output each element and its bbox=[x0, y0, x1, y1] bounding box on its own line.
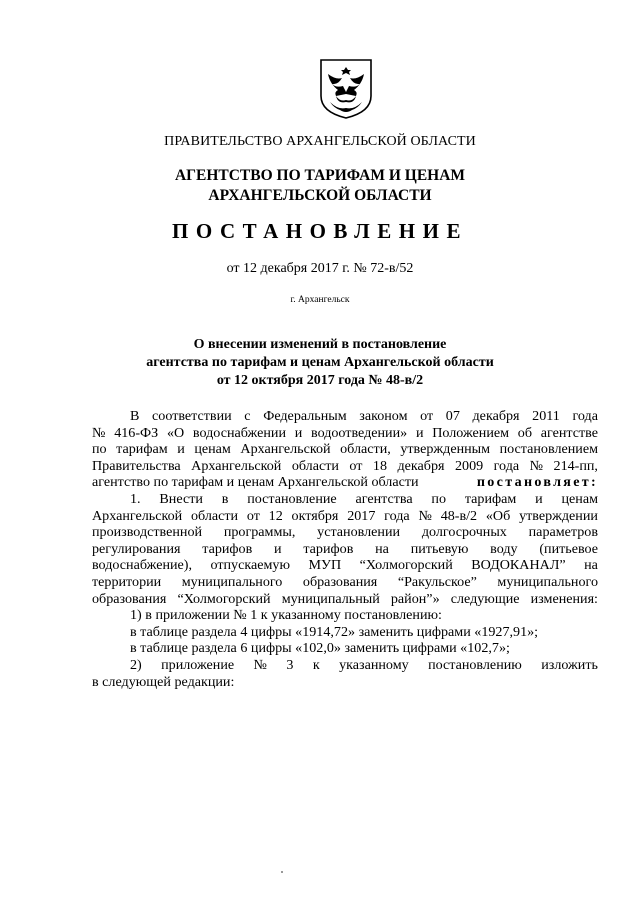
body-line bbox=[92, 491, 598, 508]
body-word: 3 bbox=[286, 656, 294, 673]
body-word: Федеральным bbox=[263, 408, 347, 424]
body-word: утвержденным bbox=[400, 441, 491, 458]
body-line: 1) в приложении № 1 к указанному постановлению: bbox=[130, 607, 442, 624]
body-word: № bbox=[529, 457, 544, 474]
body-word: указанному bbox=[339, 656, 409, 673]
body-word: тарифов bbox=[202, 540, 253, 557]
body-word: отпускаемую bbox=[210, 557, 290, 574]
body-word: законом bbox=[359, 408, 408, 424]
body-word: области bbox=[291, 457, 339, 474]
body-word: к bbox=[312, 656, 320, 673]
body-word: “Холмогорский bbox=[177, 590, 271, 607]
body-word: области bbox=[190, 507, 239, 524]
body-word: № bbox=[418, 507, 432, 524]
body-word: район”» bbox=[390, 590, 440, 607]
body-word: от bbox=[246, 507, 260, 524]
body-word: 214-пп, bbox=[553, 457, 598, 474]
body-word: 416-ФЗ bbox=[114, 424, 159, 441]
body-word: (питьевое bbox=[539, 540, 598, 557]
body-word: года bbox=[493, 457, 520, 474]
body-line bbox=[92, 425, 598, 442]
body-word: декабря bbox=[397, 457, 445, 474]
body-word: от bbox=[420, 408, 434, 424]
body-word: образования bbox=[92, 590, 167, 607]
body-word: ценам bbox=[194, 441, 231, 458]
body-word: 2) bbox=[130, 656, 142, 673]
body-word: параметров bbox=[528, 524, 598, 541]
body-word: «О bbox=[166, 424, 185, 441]
body-line bbox=[92, 657, 598, 674]
body-word: и bbox=[274, 540, 282, 557]
body-word: на bbox=[375, 540, 389, 557]
body-word: водоснабжение), bbox=[92, 557, 193, 574]
body-word: Правительства bbox=[92, 457, 181, 474]
body-word: изложить bbox=[541, 656, 598, 673]
agency-name bbox=[0, 166, 640, 206]
body-word: 1. bbox=[130, 490, 141, 507]
resolves-text: агентство по тарифам и ценам Архангельской области bbox=[92, 474, 419, 491]
body-word: года bbox=[384, 507, 410, 524]
body-word: водоснабжении bbox=[192, 424, 286, 441]
body-word: ценам bbox=[561, 490, 598, 507]
body-word: № bbox=[92, 424, 106, 441]
body-word: муниципального bbox=[497, 573, 598, 590]
body-line: в следующей редакции: bbox=[92, 673, 235, 690]
body-line bbox=[92, 458, 598, 475]
body-word: 48-в/2 bbox=[440, 507, 478, 524]
body-word: 2011 bbox=[532, 408, 560, 424]
body-word: по bbox=[92, 441, 107, 458]
body-word: и bbox=[294, 424, 303, 441]
body-word: “Холмогорский bbox=[359, 557, 453, 574]
body-word: 2009 bbox=[454, 457, 484, 474]
body-word: Положением bbox=[432, 424, 510, 441]
body-word: долгосрочных bbox=[421, 524, 507, 541]
document-date-number: от 12 декабря 2017 г. № 72-в/52 bbox=[226, 261, 414, 276]
body-word: 12 bbox=[268, 507, 283, 524]
body-word: производственной bbox=[92, 524, 203, 541]
body-word: утверждении bbox=[519, 507, 598, 524]
body-word: постановление bbox=[247, 490, 337, 507]
body-line bbox=[92, 408, 598, 425]
coat-of-arms-icon bbox=[318, 58, 374, 120]
body-line-resolves bbox=[92, 474, 598, 491]
body-line bbox=[92, 524, 598, 541]
body-word: Архангельской bbox=[191, 457, 282, 474]
subject-line2: агентства по тарифам и ценам Архангельской области bbox=[146, 355, 494, 370]
body-word: ВОДОКАНАЛ” bbox=[471, 557, 566, 574]
body-line: в таблице раздела 6 цифры «102,0» заменить цифрами «102,7»; bbox=[130, 640, 510, 657]
body-word: Архангельской bbox=[240, 441, 331, 458]
document-body bbox=[92, 408, 598, 690]
body-word: МУП bbox=[308, 557, 342, 574]
subject-line1: О внесении изменений в постановление bbox=[193, 337, 447, 352]
body-line bbox=[92, 541, 598, 558]
body-word: муниципального bbox=[181, 573, 283, 590]
body-line bbox=[92, 591, 598, 608]
agency-name-line1: АГЕНТСТВО ПО ТАРИФАМ И ЦЕНАМ bbox=[174, 167, 466, 184]
body-word: и bbox=[535, 490, 543, 507]
body-word: регулирования bbox=[92, 540, 181, 557]
body-word: постановлению bbox=[428, 656, 522, 673]
body-word: и bbox=[415, 424, 424, 441]
body-word: “Ракульское” bbox=[397, 573, 477, 590]
body-word: в bbox=[221, 490, 229, 507]
body-word: питьевую bbox=[410, 540, 469, 557]
body-word: тарифам bbox=[464, 490, 517, 507]
body-word: воду bbox=[490, 540, 518, 557]
body-word: приложение bbox=[161, 656, 235, 673]
body-word: на bbox=[584, 557, 598, 574]
body-word: «Об bbox=[485, 507, 511, 524]
body-word: следующие bbox=[450, 590, 520, 607]
body-word: и bbox=[177, 441, 185, 458]
body-word: по bbox=[431, 490, 447, 507]
agency-name-line2: АРХАНГЕЛЬСКОЙ ОБЛАСТИ bbox=[208, 187, 432, 204]
body-word: тарифов bbox=[303, 540, 354, 557]
body-word: с bbox=[244, 408, 251, 424]
body-word: агентстве bbox=[540, 424, 598, 441]
body-line bbox=[92, 508, 598, 525]
document-type: ПОСТАНОВЛЕНИЕ bbox=[172, 219, 468, 243]
government-name: ПРАВИТЕЛЬСТВО АРХАНГЕЛЬСКОЙ ОБЛАСТИ bbox=[164, 134, 476, 149]
body-word: агентства bbox=[355, 490, 413, 507]
body-word: территории bbox=[92, 573, 162, 590]
body-word: об bbox=[517, 424, 533, 441]
body-word: от bbox=[349, 457, 363, 474]
document-subject bbox=[0, 336, 640, 390]
body-word: октября bbox=[291, 507, 339, 524]
subject-line3: от 12 октября 2017 года № 48-в/2 bbox=[216, 373, 424, 388]
body-word: области, bbox=[340, 441, 391, 458]
body-line bbox=[92, 574, 598, 591]
body-word: муниципальный bbox=[281, 590, 380, 607]
body-word: 07 bbox=[445, 408, 460, 424]
body-word: программы, bbox=[223, 524, 296, 541]
body-word: декабря bbox=[472, 408, 520, 424]
body-line bbox=[92, 557, 598, 574]
body-word: водоотведении» bbox=[311, 424, 408, 441]
body-word: Архангельской bbox=[92, 507, 183, 524]
body-word: Внести bbox=[159, 490, 203, 507]
scan-speck bbox=[281, 871, 283, 873]
resolves-emphasis: постановляет: bbox=[476, 474, 598, 491]
body-word: года bbox=[572, 408, 598, 424]
body-word: тарифам bbox=[116, 441, 168, 458]
body-word: образования bbox=[302, 573, 378, 590]
body-line: в таблице раздела 4 цифры «1914,72» заменить цифрами «1927,91»; bbox=[130, 623, 539, 640]
body-word: установлении bbox=[317, 524, 401, 541]
body-word: В bbox=[130, 408, 140, 424]
body-word: изменения: bbox=[530, 590, 598, 607]
body-word: 2017 bbox=[347, 507, 376, 524]
body-line bbox=[92, 441, 598, 458]
document-city: г. Архангельск bbox=[290, 295, 350, 305]
body-word: постановлением bbox=[499, 441, 598, 458]
body-word: № bbox=[253, 656, 267, 673]
body-word: соответствии bbox=[152, 408, 232, 424]
body-word: 18 bbox=[372, 457, 387, 474]
